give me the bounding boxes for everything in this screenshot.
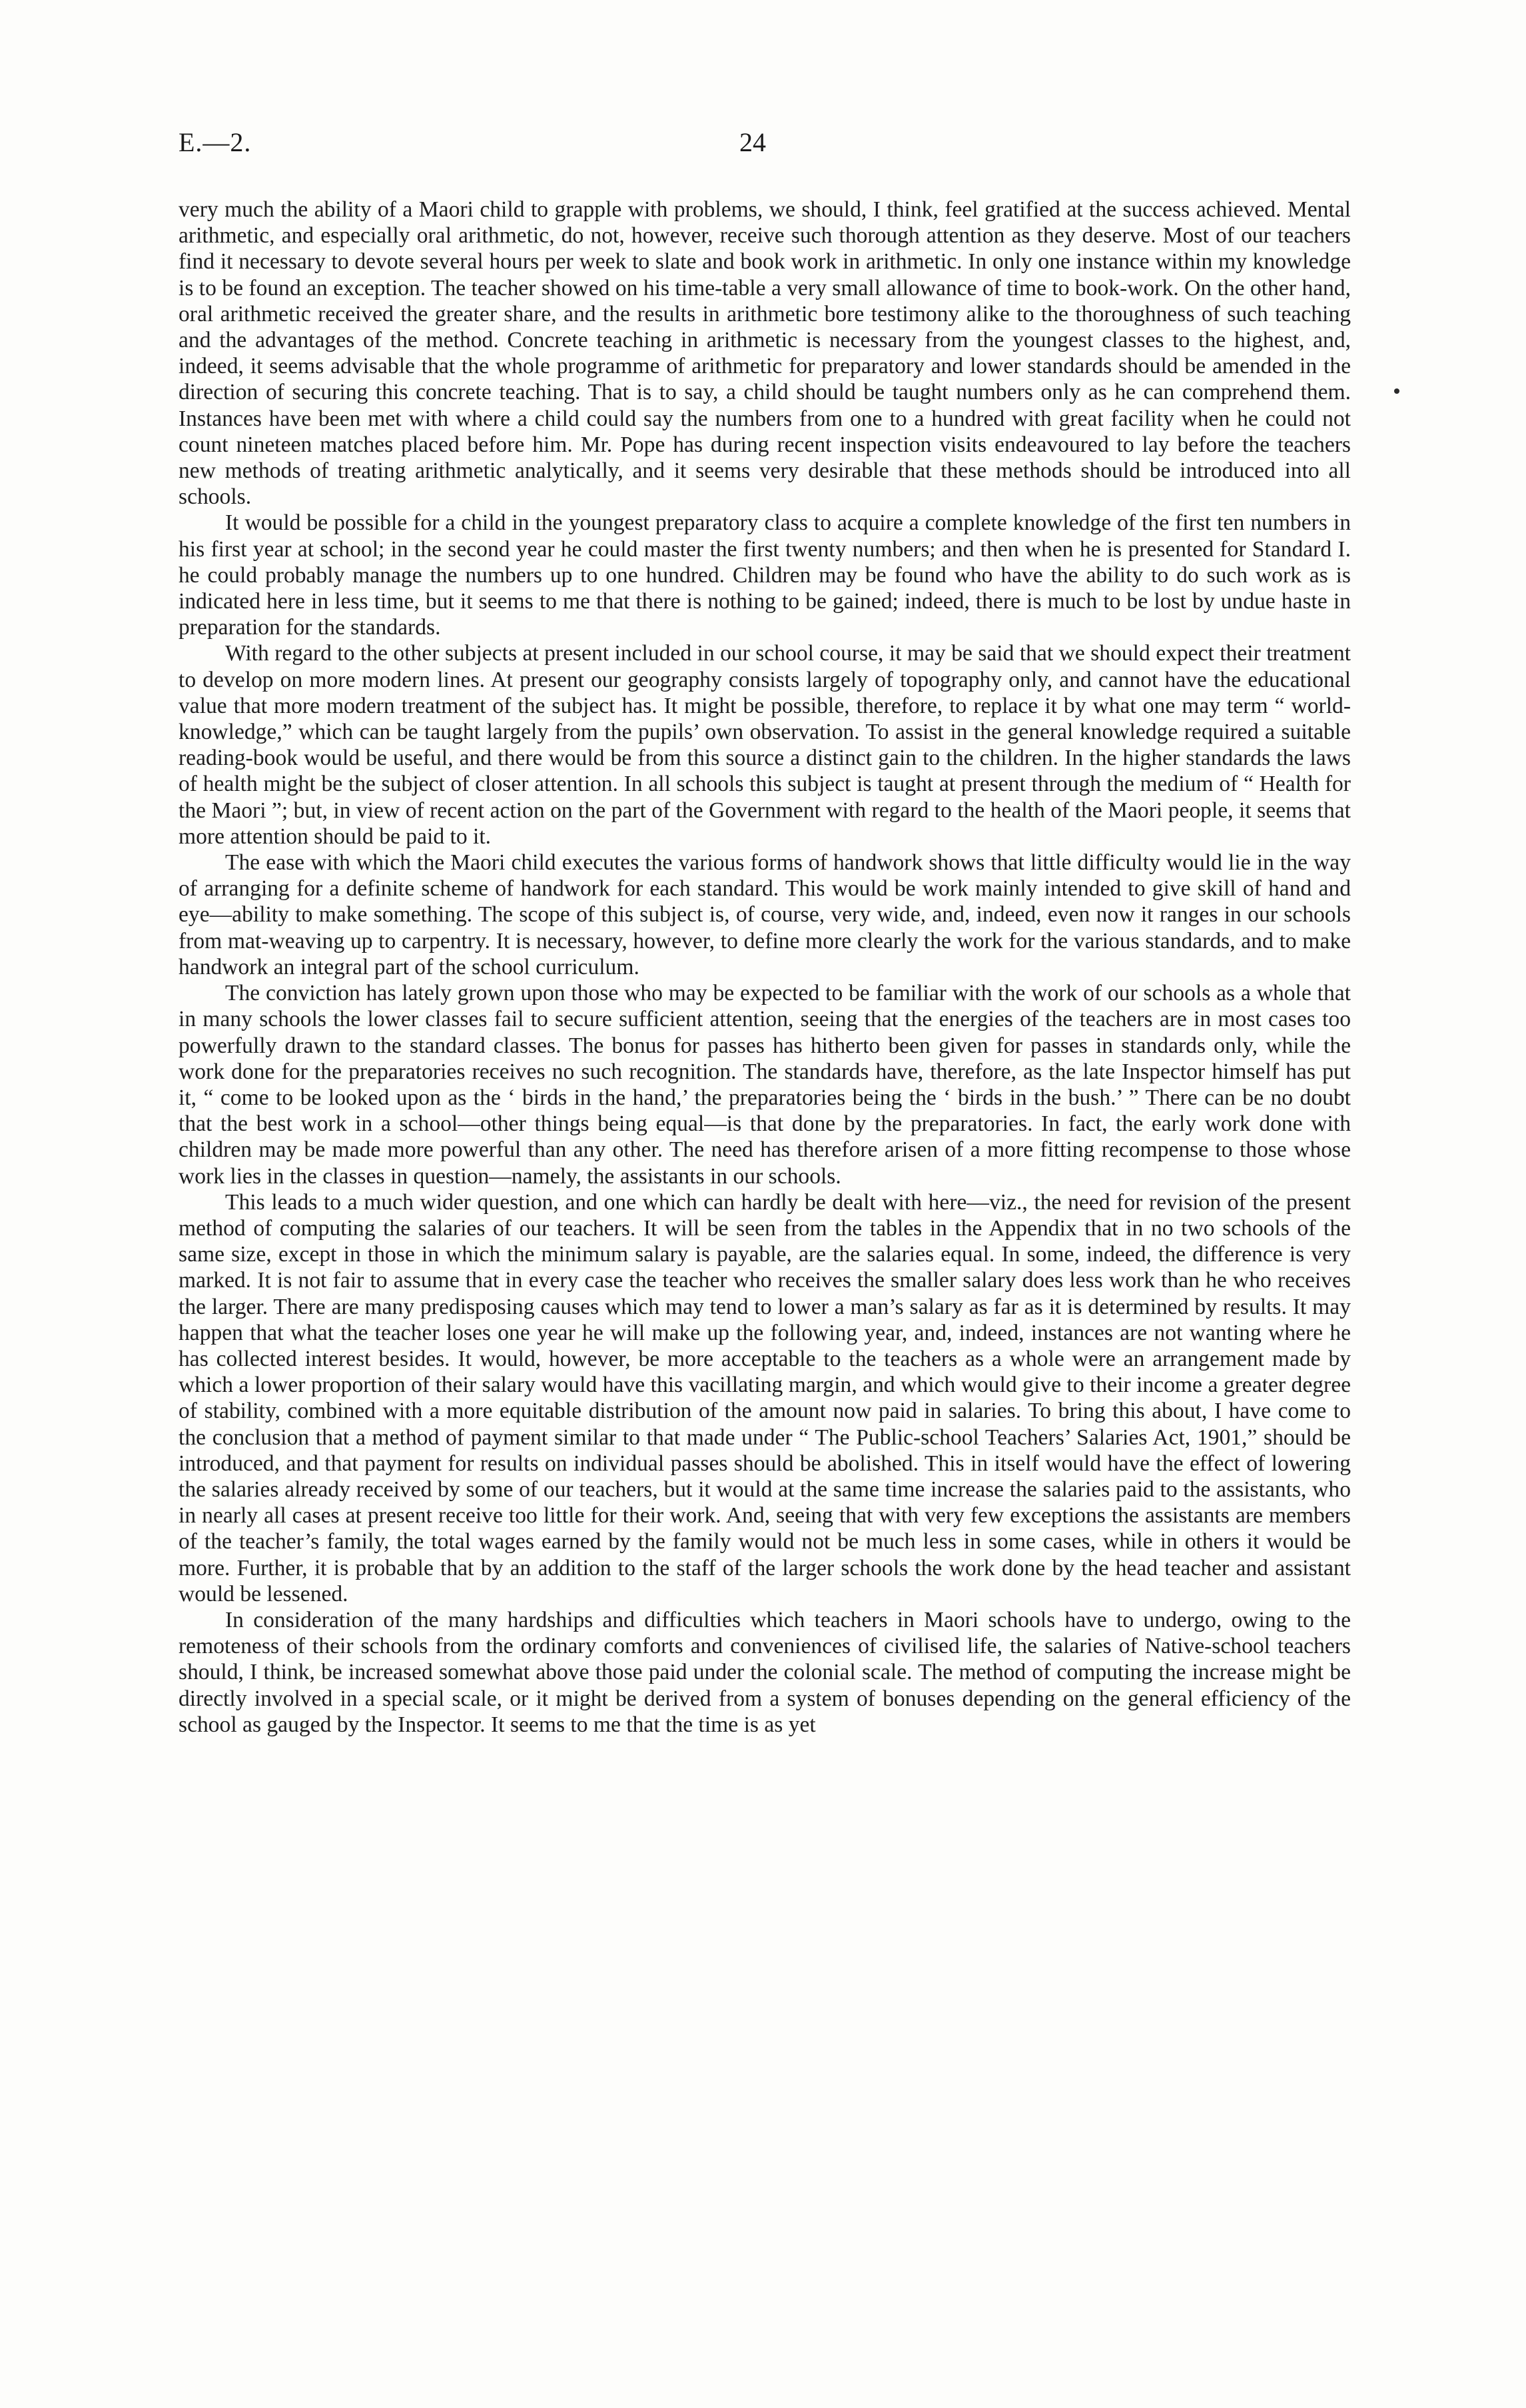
paragraph-hardships: In consideration of the many hardships and difficulties which teachers in Maori schools have to undergo, owing to the remoteness of their schools from the ordinary comforts and conveniences of civilised life, the salaries of Native-school teachers should, I think, be increased somewhat above those paid under the colonial scale. The method of computing the increase might be directly involved in a special scale, or it might be derived from a system of bonuses depending on the general efficiency of the school as gauged by the Inspector. It seems to me that the time is as yet xyxy=(179,1607,1351,1737)
paragraph-preparatory-numbers: It would be possible for a child in the youngest preparatory class to acquire a complete knowledge of the first ten numbers in his first year at school; in the second year he could master the first twenty numbers; and then when he is presented for Standard I. he could probably manage the numbers up to one hundred. Children may be found who have the ability to do such work as is indicated here in less time, but it seems to me that there is nothing to be gained; indeed, there is much to be lost by undue haste in preparation for the standards. xyxy=(179,510,1351,640)
page-number: 24 xyxy=(739,127,766,157)
paragraph-arithmetic-continued: very much the ability of a Maori child to grapple with problems, we should, I think, feel gratified at the success achieved. Mental arithmetic, and especially oral arithmetic, do not, however, receive such thorough attention as they deserve. Most of our teachers find it necessary to devote several hours per week to slate and book work in arithmetic. In only one instance within my knowledge is to be found an exception. The teacher showed on his time-table a very small allowance of time to book-work. On the other hand, oral arithmetic received the greater share, and the results in arithmetic bore testimony alike to the thoroughness of such teaching and the advantages of the method. Concrete teaching in arithmetic is necessary from the youngest classes to the highest, and, indeed, it seems advisable that the whole programme of arithmetic for preparatory and lower standards should be amended in the direction of securing this concrete teaching. That is to say, a child should be taught numbers only as he can comprehend them. Instances have been met with where a child could say the numbers from one to a hundred with great facility when he could not count nineteen matches placed before him. Mr. Pope has during recent inspection visits endeavoured to lay before the teachers new methods of treating arithmetic analytically, and it seems very desirable that these methods should be introduced into all schools. xyxy=(179,197,1351,510)
page-header xyxy=(179,127,1351,173)
document-reference: E.—2. xyxy=(179,127,252,157)
paragraph-lower-classes: The conviction has lately grown upon those who may be expected to be familiar with the work of our schools as a whole that in many schools the lower classes fail to secure sufficient attention, seeing that the energies of the teachers are in most cases too powerfully drawn to the standard classes. The bonus for passes has hitherto been given for passes in standards only, while the work done for the preparatories receives no such recognition. The standards have, therefore, as the late Inspector himself has put it, “ come to be looked upon as the ‘ birds in the hand,’ the preparatories being the ‘ birds in the bush.’ ” There can be no doubt that the best work in a school—other things being equal—is that done by the preparatories. In fact, the early work done with children may be made more powerful than any other. The need has therefore arisen of a more fitting recompense to those whose work lies in the classes in question—namely, the assistants in our schools. xyxy=(179,981,1351,1189)
paragraph-salaries: This leads to a much wider question, and one which can hardly be dealt with here—viz., the need for revision of the present method of computing the salaries of our teachers. It will be seen from the tables in the Appendix that in no two schools of the same size, except in those in which the minimum salary is payable, are the salaries equal. In some, indeed, the difference is very marked. It is not fair to assume that in every case the teacher who receives the smaller salary does less work than he who receives the larger. There are many predisposing causes which may tend to lower a man’s salary as far as it is determined by results. It may happen that what the teacher loses one year he will make up the following year, and, indeed, instances are not wanting where he has collected interest besides. It would, however, be more acceptable to the teachers as a whole were an arrangement made by which a lower proportion of their salary would have this vacillating margin, and which would give to their income a greater degree of stability, combined with a more equitable distribution of the amount now paid in salaries. To bring this about, I have come to the conclusion that a method of payment similar to that made under “ The Public-school Teachers’ Salaries Act, 1901,” should be introduced, and that payment for results on individual passes should be abolished. This in itself would have the effect of lowering the salaries already received by some of our teachers, but it would at the same time increase the salaries paid to the assistants, who in nearly all cases at present receive too little for their work. And, seeing that with very few exceptions the assistants are members of the teacher’s family, the total wages earned by the family would not be much less in some cases, while in others it would be more. Further, it is probable that by an addition to the staff of the larger schools the work done by the head teacher and assistant would be lessened. xyxy=(179,1189,1351,1606)
paragraph-other-subjects: With regard to the other subjects at present included in our school course, it may be said that we should expect their treatment to develop on more modern lines. At present our geography consists largely of topography only, and cannot have the educational value that more modern treatment of the subject has. It might be possible, therefore, to replace it by what one may term “ world-knowledge,” which can be taught largely from the pupils’ own observation. To assist in the general knowledge required a suitable reading-book would be useful, and there would be from this source a distinct gain to the children. In the higher standards the laws of health might be the subject of closer attention. In all schools this subject is taught at present through the medium of “ Health for the Maori ”; but, in view of recent action on the part of the Government with regard to the health of the Maori people, it seems that more attention should be paid to it. xyxy=(179,641,1351,849)
margin-mark xyxy=(1394,388,1399,394)
paragraph-handwork: The ease with which the Maori child executes the various forms of handwork shows that little difficulty would lie in the way of arranging for a definite scheme of handwork for each standard. This would be work mainly intended to give skill of hand and eye—ability to make something. The scope of this subject is, of course, very wide, and, indeed, even now it ranges in our schools from mat-weaving up to carpentry. It is necessary, however, to define more clearly the work for the various standards, and to make handwork an integral part of the school curriculum. xyxy=(179,850,1351,979)
body-text xyxy=(179,197,1351,1738)
